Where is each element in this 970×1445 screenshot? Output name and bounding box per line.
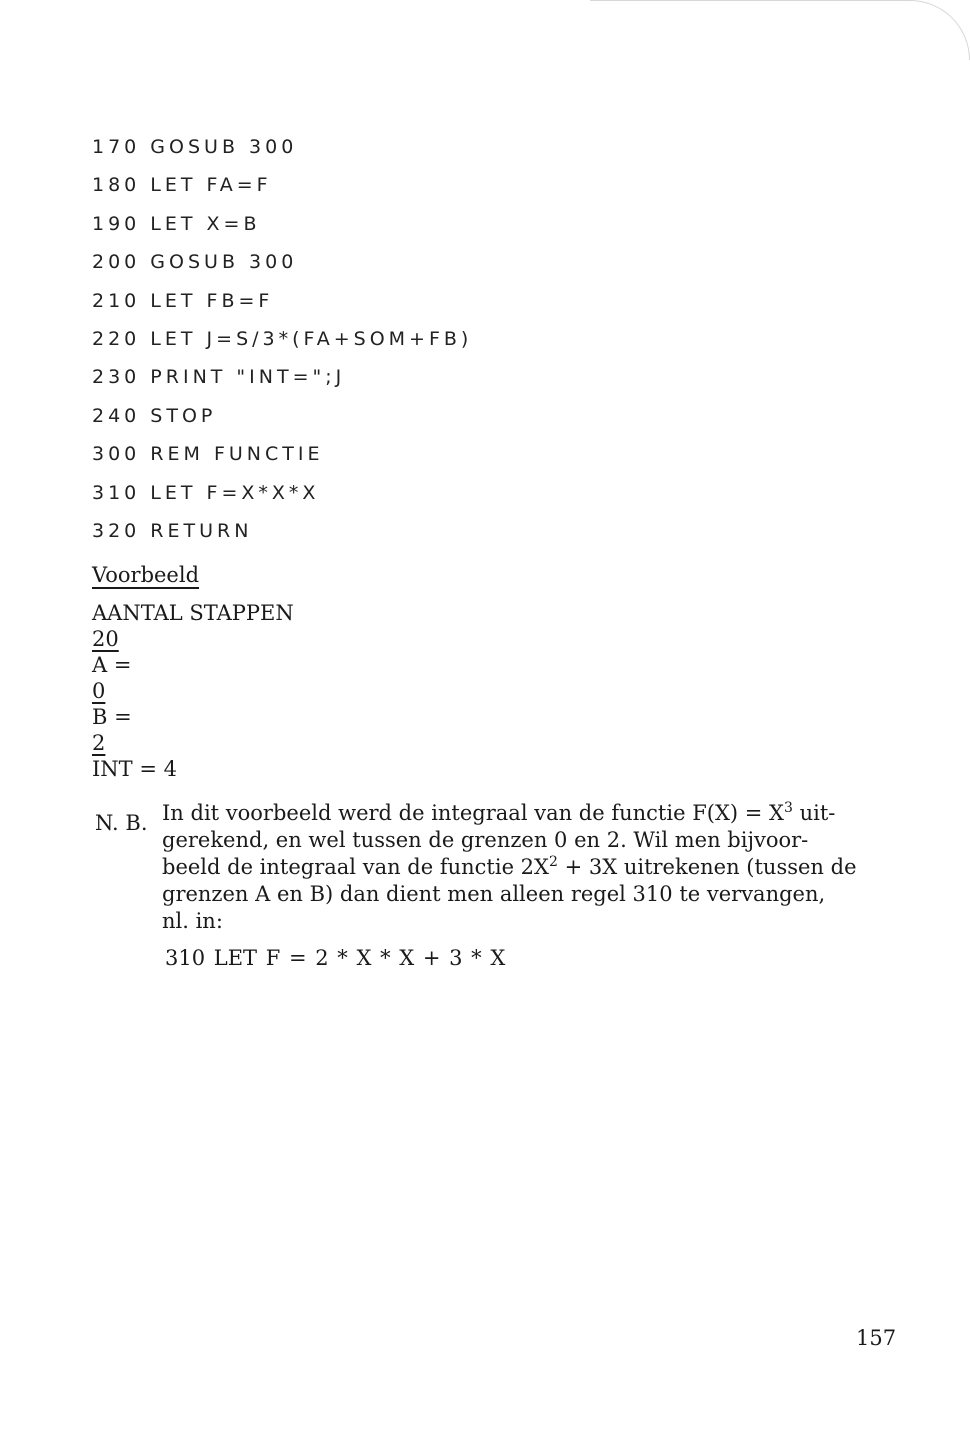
prompt-a: A = xyxy=(92,653,132,677)
page-number: 157 xyxy=(856,1326,897,1350)
input-a: 0 xyxy=(92,679,106,703)
replacement-code-line: 310 LET F = 2 * X * X + 3 * X xyxy=(165,946,506,970)
note-text: In dit voorbeeld werd de integraal van de functie F(X) = X xyxy=(162,801,784,825)
input-b: 2 xyxy=(92,731,106,755)
code-line: 180 LET FA=F xyxy=(92,174,272,197)
note-text: uit- xyxy=(792,801,836,825)
code-line: 200 GOSUB 300 xyxy=(92,251,298,274)
note-line xyxy=(162,800,902,827)
code-line: 310 LET F=X*X*X xyxy=(92,481,320,504)
code-line: 300 REM FUNCTIE xyxy=(92,443,324,466)
code-line: 320 RETURN xyxy=(92,519,253,542)
superscript: 2 xyxy=(548,854,558,870)
result-line: INT = 4 xyxy=(92,757,177,781)
prompt-steps: AANTAL STAPPEN xyxy=(92,601,294,625)
basic-program-listing xyxy=(92,128,472,550)
note-line: grenzen A en B) dan dient men alleen regel 310 te vervangen, xyxy=(162,882,826,906)
page-corner-edge xyxy=(590,0,970,60)
superscript: 3 xyxy=(784,800,793,816)
code-line: 220 LET J=S/3*(FA+SOM+FB) xyxy=(92,327,473,350)
example-heading: Voorbeeld xyxy=(92,563,200,587)
note-text: beeld de integraal van de functie 2X xyxy=(162,855,549,879)
input-steps: 20 xyxy=(92,627,119,651)
code-line: 230 PRINT "INT=";J xyxy=(92,366,346,389)
code-line: 240 STOP xyxy=(92,404,217,427)
prompt-b: B = xyxy=(92,705,132,729)
note-line xyxy=(162,854,902,881)
note-line: gerekend, en wel tussen de grenzen 0 en 2. Wil men bijvoor- xyxy=(162,828,809,852)
example-output xyxy=(92,600,294,782)
note-body xyxy=(162,800,902,935)
code-line: 190 LET X=B xyxy=(92,212,261,235)
note-line: nl. in: xyxy=(162,909,223,933)
code-line: 210 LET FB=F xyxy=(92,289,274,312)
note-label: N. B. xyxy=(95,811,148,835)
note-text: + 3X uitrekenen (tussen de xyxy=(557,855,857,879)
code-line: 170 GOSUB 300 xyxy=(92,136,298,158)
